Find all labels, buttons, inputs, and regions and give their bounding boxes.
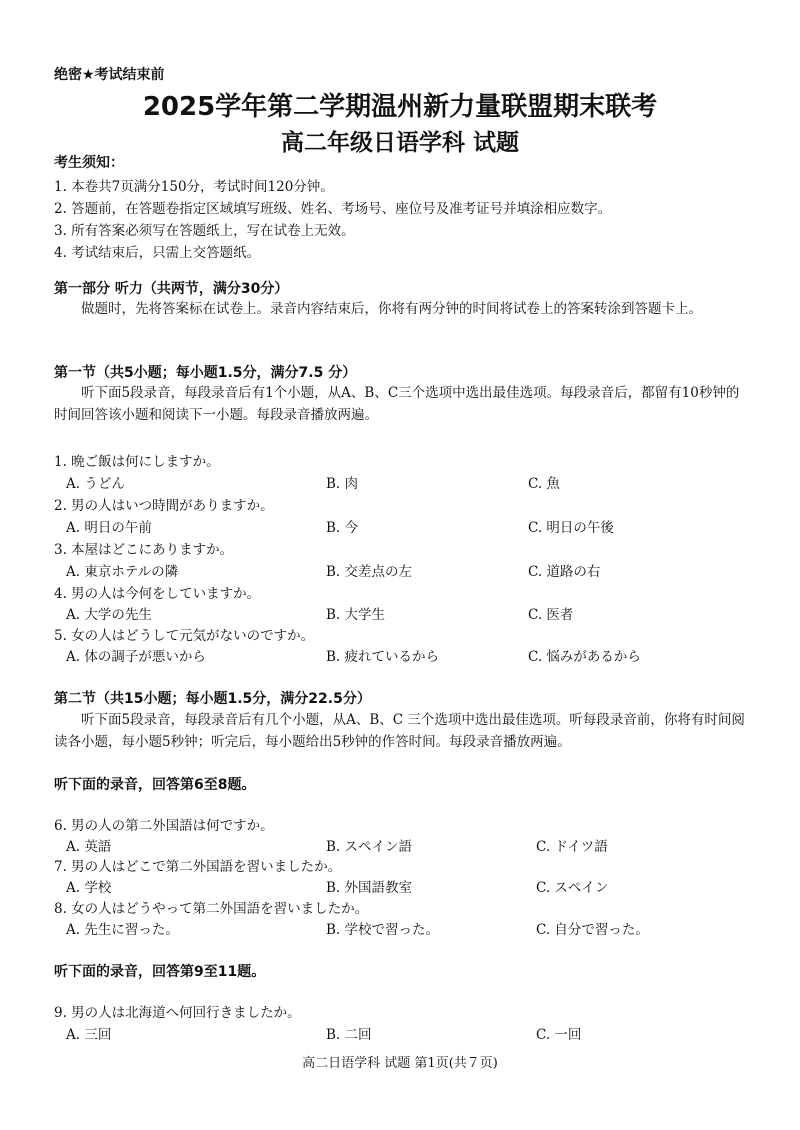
notice-item: 3. 所有答案必须写在答题纸上，写在试卷上无效。: [54, 223, 355, 239]
question-4: 4. 男の人は今何をしていますか。: [54, 586, 261, 602]
listening-subhead: 听下面的录音，回答第9至11题。: [54, 964, 266, 980]
option-a: A. うどん: [66, 476, 125, 492]
option-a: A. 学校: [66, 880, 112, 896]
option-b: B. 学校で習った。: [326, 922, 440, 938]
option-c: C. 道路の右: [528, 564, 601, 580]
confidential-mark: 绝密★考试结束前: [54, 67, 165, 83]
option-b: B. 交差点の左: [326, 564, 413, 580]
option-a: A. 三回: [66, 1027, 112, 1043]
option-a: A. 英語: [66, 839, 112, 855]
option-a: A. 大学の先生: [66, 607, 152, 623]
question-3: 3. 本屋はどこにありますか。: [54, 542, 234, 558]
option-a: A. 東京ホテルの隣: [66, 564, 179, 580]
section1-heading: 第一节（共5小题；每小题1.5分，满分7.5 分）: [54, 365, 357, 381]
section2-heading: 第二节（共15小题；每小题1.5分，满分22.5分）: [54, 691, 371, 707]
question-7: 7. 男の人はどこで第二外国語を習いましたか。: [54, 859, 342, 875]
option-b: B. スペイン語: [326, 839, 413, 855]
option-b: B. 二回: [326, 1027, 372, 1043]
option-b: B. 今: [326, 520, 359, 536]
notice-item: 2. 答题前，在答题卷指定区域填写班级、姓名、考场号、座位号及准考证号并填涂相应数字。: [54, 201, 612, 217]
option-c: C. 医者: [528, 607, 574, 623]
option-c: C. ドイツ語: [536, 839, 608, 855]
section2-instruction: 听下面5段录音，每段录音后有几个小题，从A、B、C 三个选项中选出最佳选项。听每段录音前，你将有时间阅读各小题，每小题5秒钟；听完后，每小题给出5秒钟的作答时间。每段录音播放两遍。: [54, 712, 745, 750]
section1-instruction: 听下面5段录音，每段录音后有1个小题，从A、B、C三个选项中选出最佳选项。每段录音后，都留有10秒钟的时间回答该小题和阅读下一小题。每段录音播放两遍。: [54, 385, 740, 423]
notice-item: 4. 考试结束后，只需上交答题纸。: [54, 245, 261, 261]
question-1: 1. 晩ご飯は何にしますか。: [54, 454, 220, 470]
option-b: B. 肉: [326, 476, 359, 492]
option-a: A. 明日の午前: [66, 520, 152, 536]
exam-subtitle: 高二年级日语学科 试题: [280, 130, 519, 156]
question-8: 8. 女の人はどうやって第二外国語を習いましたか。: [54, 901, 369, 917]
option-c: C. 自分で習った。: [536, 922, 649, 938]
part1-heading: 第一部分 听力（共两节，满分30分）: [54, 281, 289, 297]
option-b: B. 大学生: [326, 607, 386, 623]
notice-item: 1. 本卷共7页满分150分，考试时间120分钟。: [54, 179, 334, 195]
option-c: C. 悩みがあるから: [528, 649, 641, 665]
question-6: 6. 男の人の第二外国語は何ですか。: [54, 818, 274, 834]
option-c: C. スペイン: [536, 880, 609, 896]
question-9: 9. 男の人は北海道へ何回行きましたか。: [54, 1005, 301, 1021]
option-b: B. 外国語教室: [326, 880, 413, 896]
option-a: A. 体の調子が悪いから: [66, 649, 206, 665]
part1-instruction: 做题时，先将答案标在试卷上。录音内容结束后，你将有两分钟的时间将试卷上的答案转涂到答题卡上。: [81, 301, 702, 317]
option-b: B. 疲れているから: [326, 649, 440, 665]
option-a: A. 先生に習った。: [66, 922, 179, 938]
notice-heading: 考生须知：: [54, 155, 124, 171]
option-c: C. 魚: [528, 476, 560, 492]
page-footer: 高二日语学科 试题 第1页(共７页): [302, 1056, 498, 1071]
exam-title: 2025学年第二学期温州新力量联盟期末联考: [142, 92, 658, 122]
option-c: C. 一回: [536, 1027, 582, 1043]
option-c: C. 明日の午後: [528, 520, 614, 536]
question-5: 5. 女の人はどうして元気がないのですか。: [54, 628, 315, 644]
question-2: 2. 男の人はいつ時間がありますか。: [54, 498, 274, 514]
listening-subhead: 听下面的录音，回答第6至8题。: [54, 777, 256, 793]
